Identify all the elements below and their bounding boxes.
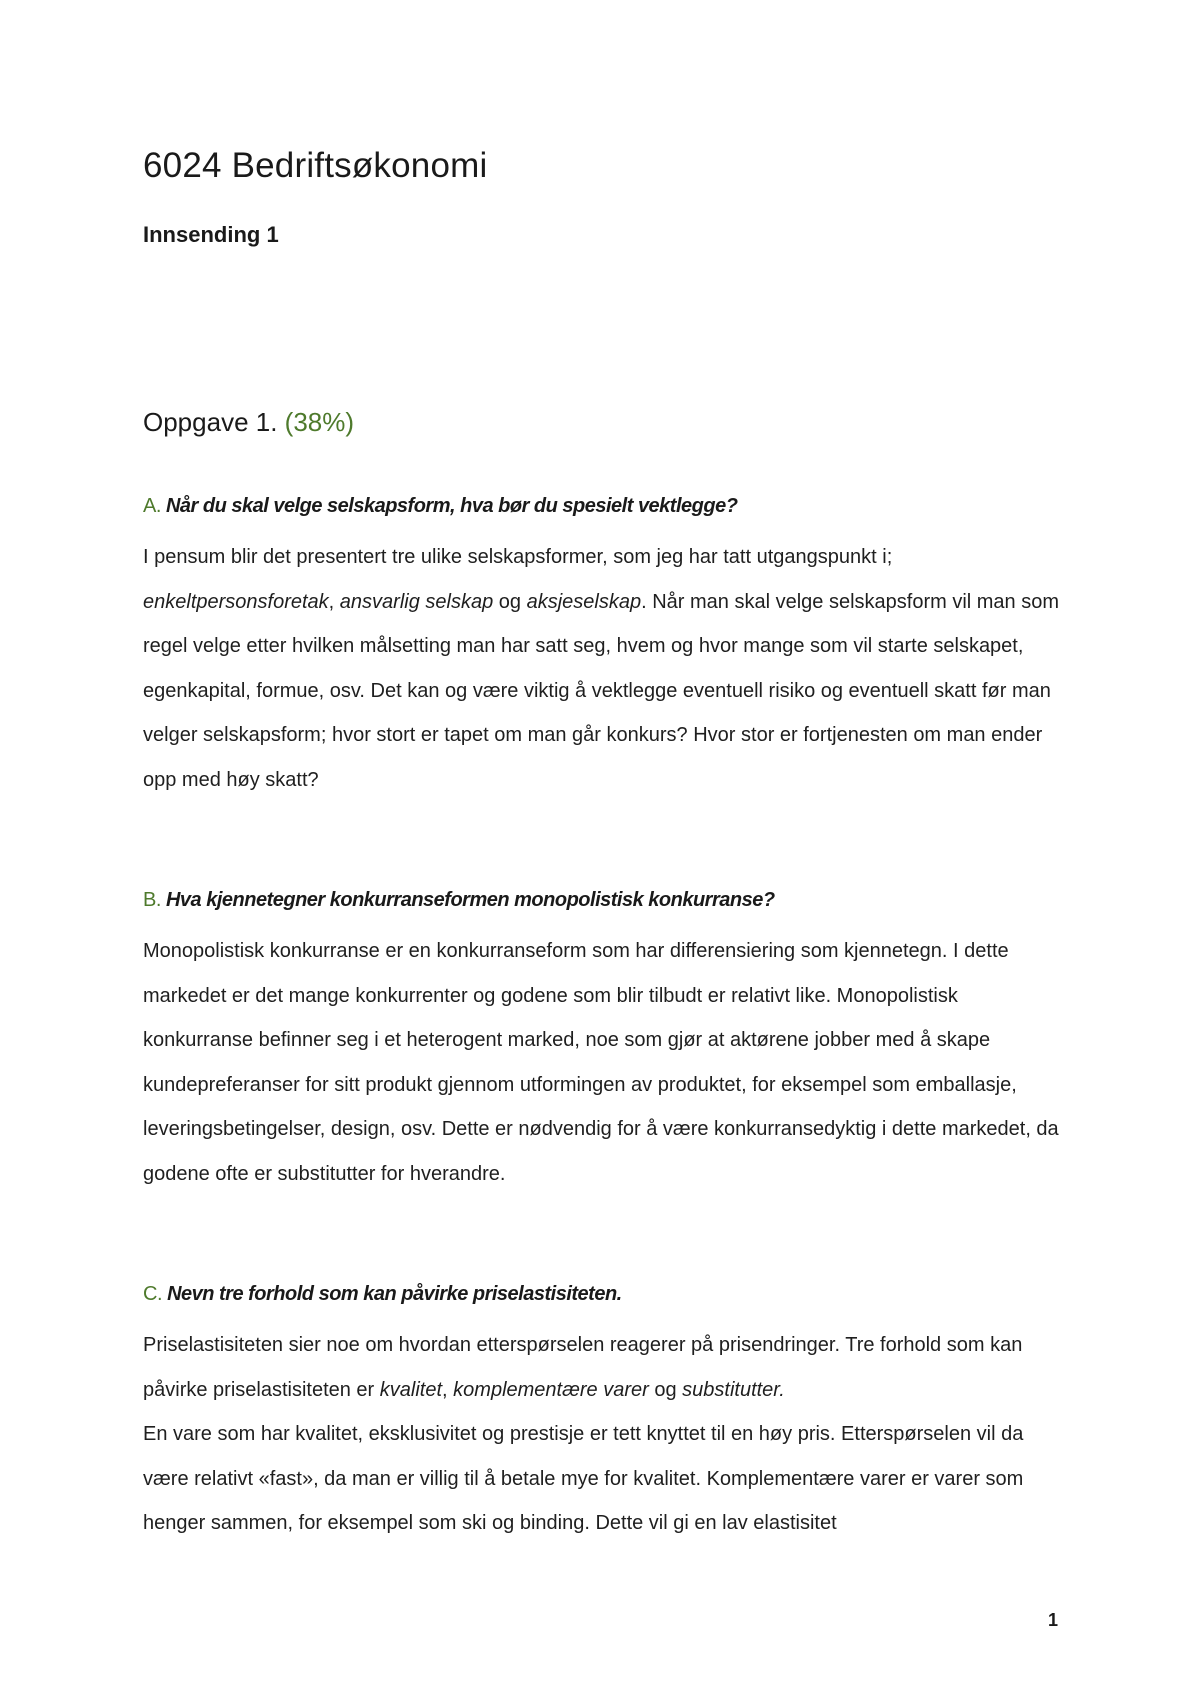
question-c-letter: C. [143,1283,162,1305]
answer-c-term-3: substitutter. [682,1378,785,1401]
question-b [143,889,775,912]
document-title: 6024 Bedriftsøkonomi [143,146,488,185]
answer-a-text-2: . Når man skal velge selskapsform vil man som regel velge etter hvilken målsetting man har satt seg, hvem og hvor mange som vil starte selskapet, egenkapital, formue, osv. Det kan og være viktig å vektlegge eventuell risiko og eventuell skatt før man velger selskapsform; hvor stort er tapet om man går konkurs? Hvor stor er fortjenesten om man ender opp med høy skatt? [143,590,1060,791]
task-label: Oppgave 1. [143,407,278,437]
answer-a [143,535,1073,802]
task-heading [143,407,354,438]
answer-a-sep-2: og [493,590,527,613]
question-a-letter: A. [143,495,161,517]
answer-a-term-1: enkeltpersonsforetak [143,590,329,613]
question-c [143,1283,622,1306]
question-b-letter: B. [143,889,161,911]
answer-c-sep-1: , [442,1378,454,1401]
page-number: 1 [1048,1610,1059,1630]
question-c-text: Nevn tre forhold som kan påvirke priselastisiteten. [167,1283,622,1305]
document-subtitle: Innsending 1 [143,222,279,247]
answer-a-term-2: ansvarlig selskap [339,590,494,613]
question-a [143,495,737,518]
answer-a-text-1: I pensum blir det presentert tre ulike selskapsformer, som jeg har tatt utgangspunkt i; [143,546,893,568]
answer-c-sep-2: og [648,1378,683,1401]
question-a-text: Når du skal velge selskapsform, hva bør du spesielt vektlegge? [165,495,738,517]
answer-c-text-2: En vare som har kvalitet, eksklusivitet og prestisje er tett knyttet til en høy pris. Etterspørselen vil da være relativt «fast», da man er villig til å betale mye for kvalitet. Komplementære varer er varer som henger sammen, for eksempel som ski og binding. Dette vil gi en lav elastisitet [143,1423,1024,1534]
answer-c-text-1: Priselastisiteten sier noe om hvordan etterspørselen reagerer på prisendringer. Tre forhold som kan påvirke priselastisiteten er [143,1334,1023,1401]
answer-a-term-3: aksjeselskap [526,590,642,613]
answer-c [143,1323,1073,1546]
answer-b: Monopolistisk konkurranse er en konkurranseform som har differensiering som kjennetegn. I dette markedet er det mange konkurrenter og godene som blir tilbudt er relativt like. Monopolistisk konkurranse befinner seg i et heterogent marked, noe som gjør at aktørene jobber med å skape kundepreferanser for sitt produkt gjennom utformingen av produktet, for eksempel som emballasje, leveringsbetingelser, design, osv. Dette er nødvendig for å være konkurransedyktig i dette markedet, da godene ofte er substitutter for hverandre. [143,940,1059,1185]
question-b-text: Hva kjennetegner konkurranseformen monopolistisk konkurranse? [165,889,775,911]
task-percent: (38%) [284,407,355,437]
answer-c-term-2: komplementære varer [453,1378,649,1401]
answer-a-sep-1: , [328,590,340,613]
answer-c-term-1: kvalitet [379,1378,443,1401]
